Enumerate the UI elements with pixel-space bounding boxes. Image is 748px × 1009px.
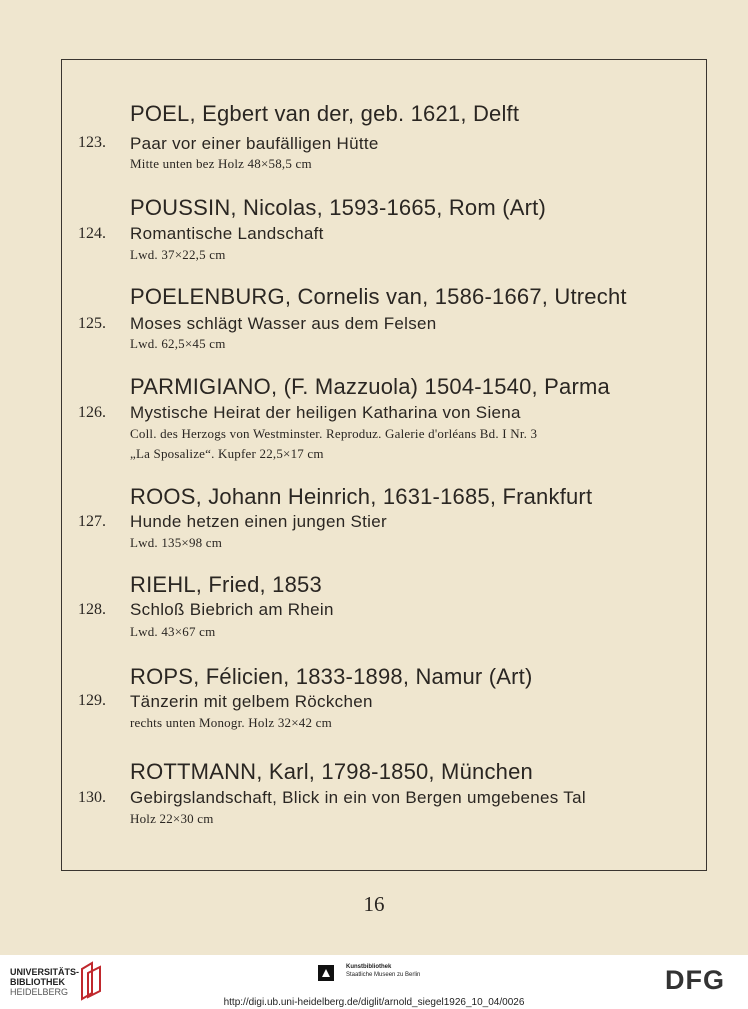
artwork-title: Romantische Landschaft	[130, 224, 324, 243]
artwork-title: Schloß Biebrich am Rhein	[130, 600, 334, 619]
artwork-details: Coll. des Herzogs von Westminster. Reproduz. Galerie d'orléans Bd. I Nr. 3	[130, 426, 538, 441]
artist-heading: ROTTMANN, Karl, 1798-1850, München	[130, 759, 533, 784]
library-line: HEIDELBERG	[10, 987, 69, 997]
library-emblem-icon	[78, 961, 104, 1001]
artist-heading: POUSSIN, Nicolas, 1593-1665, Rom (Art)	[130, 195, 546, 220]
artwork-title: Paar vor einer baufälligen Hütte	[130, 134, 379, 153]
kunstbibliothek-logo-icon	[318, 965, 334, 981]
artwork-details: „La Sposalize“. Kupfer 22,5×17 cm	[130, 446, 324, 461]
entry-number: 123.	[78, 134, 106, 151]
entry-number: 126.	[78, 404, 106, 421]
artwork-title: Mystische Heirat der heiligen Katharina von Siena	[130, 403, 521, 422]
artist-heading: PARMIGIANO, (F. Mazzuola) 1504-1540, Parma	[130, 374, 610, 399]
artwork-details: Lwd. 62,5×45 cm	[130, 336, 226, 351]
artwork-details: Mitte unten bez Holz 48×58,5 cm	[130, 156, 312, 171]
entry-number: 127.	[78, 513, 106, 530]
artist-heading: POEL, Egbert van der, geb. 1621, Delft	[130, 101, 520, 126]
permalink-url[interactable]: http://digi.ub.uni-heidelberg.de/diglit/arnold_siegel1926_10_04/0026	[223, 997, 525, 1008]
artwork-details: Lwd. 43×67 cm	[130, 624, 216, 639]
artist-heading: ROOS, Johann Heinrich, 1631-1685, Frankfurt	[130, 484, 593, 509]
kunstbibliothek-logo-text[interactable]	[346, 963, 420, 979]
artist-heading: ROPS, Félicien, 1833-1898, Namur (Art)	[130, 664, 533, 689]
artwork-title: Gebirgslandschaft, Blick in ein von Bergen umgebenes Tal	[130, 788, 586, 807]
entry-number: 130.	[78, 789, 106, 806]
kb-line: Kunstbibliothek	[346, 964, 392, 970]
artwork-details: rechts unten Monogr. Holz 32×42 cm	[130, 715, 332, 730]
artwork-details: Holz 22×30 cm	[130, 811, 214, 826]
artwork-details: Lwd. 135×98 cm	[130, 535, 223, 550]
entry-number: 128.	[78, 601, 106, 618]
entry-number: 129.	[78, 692, 106, 709]
artwork-title: Moses schlägt Wasser aus dem Felsen	[130, 314, 437, 333]
library-logo-text[interactable]	[10, 967, 79, 997]
dfg-logo[interactable]: DFG	[665, 965, 725, 995]
page-number: 16	[363, 892, 385, 916]
kb-line: Staatliche Museen zu Berlin	[346, 972, 421, 978]
library-line: UNIVERSITÄTS-	[10, 967, 80, 977]
entry-number: 125.	[78, 315, 106, 332]
artwork-title: Tänzerin mit gelbem Röckchen	[130, 692, 373, 711]
page-frame	[61, 59, 707, 871]
artwork-title: Hunde hetzen einen jungen Stier	[130, 512, 387, 531]
artist-heading: RIEHL, Fried, 1853	[130, 572, 322, 597]
footer-bar	[0, 955, 748, 1009]
artist-heading: POELENBURG, Cornelis van, 1586-1667, Utrecht	[130, 284, 627, 309]
artwork-details: Lwd. 37×22,5 cm	[130, 247, 226, 262]
library-line: BIBLIOTHEK	[10, 977, 65, 987]
entry-number: 124.	[78, 225, 106, 242]
